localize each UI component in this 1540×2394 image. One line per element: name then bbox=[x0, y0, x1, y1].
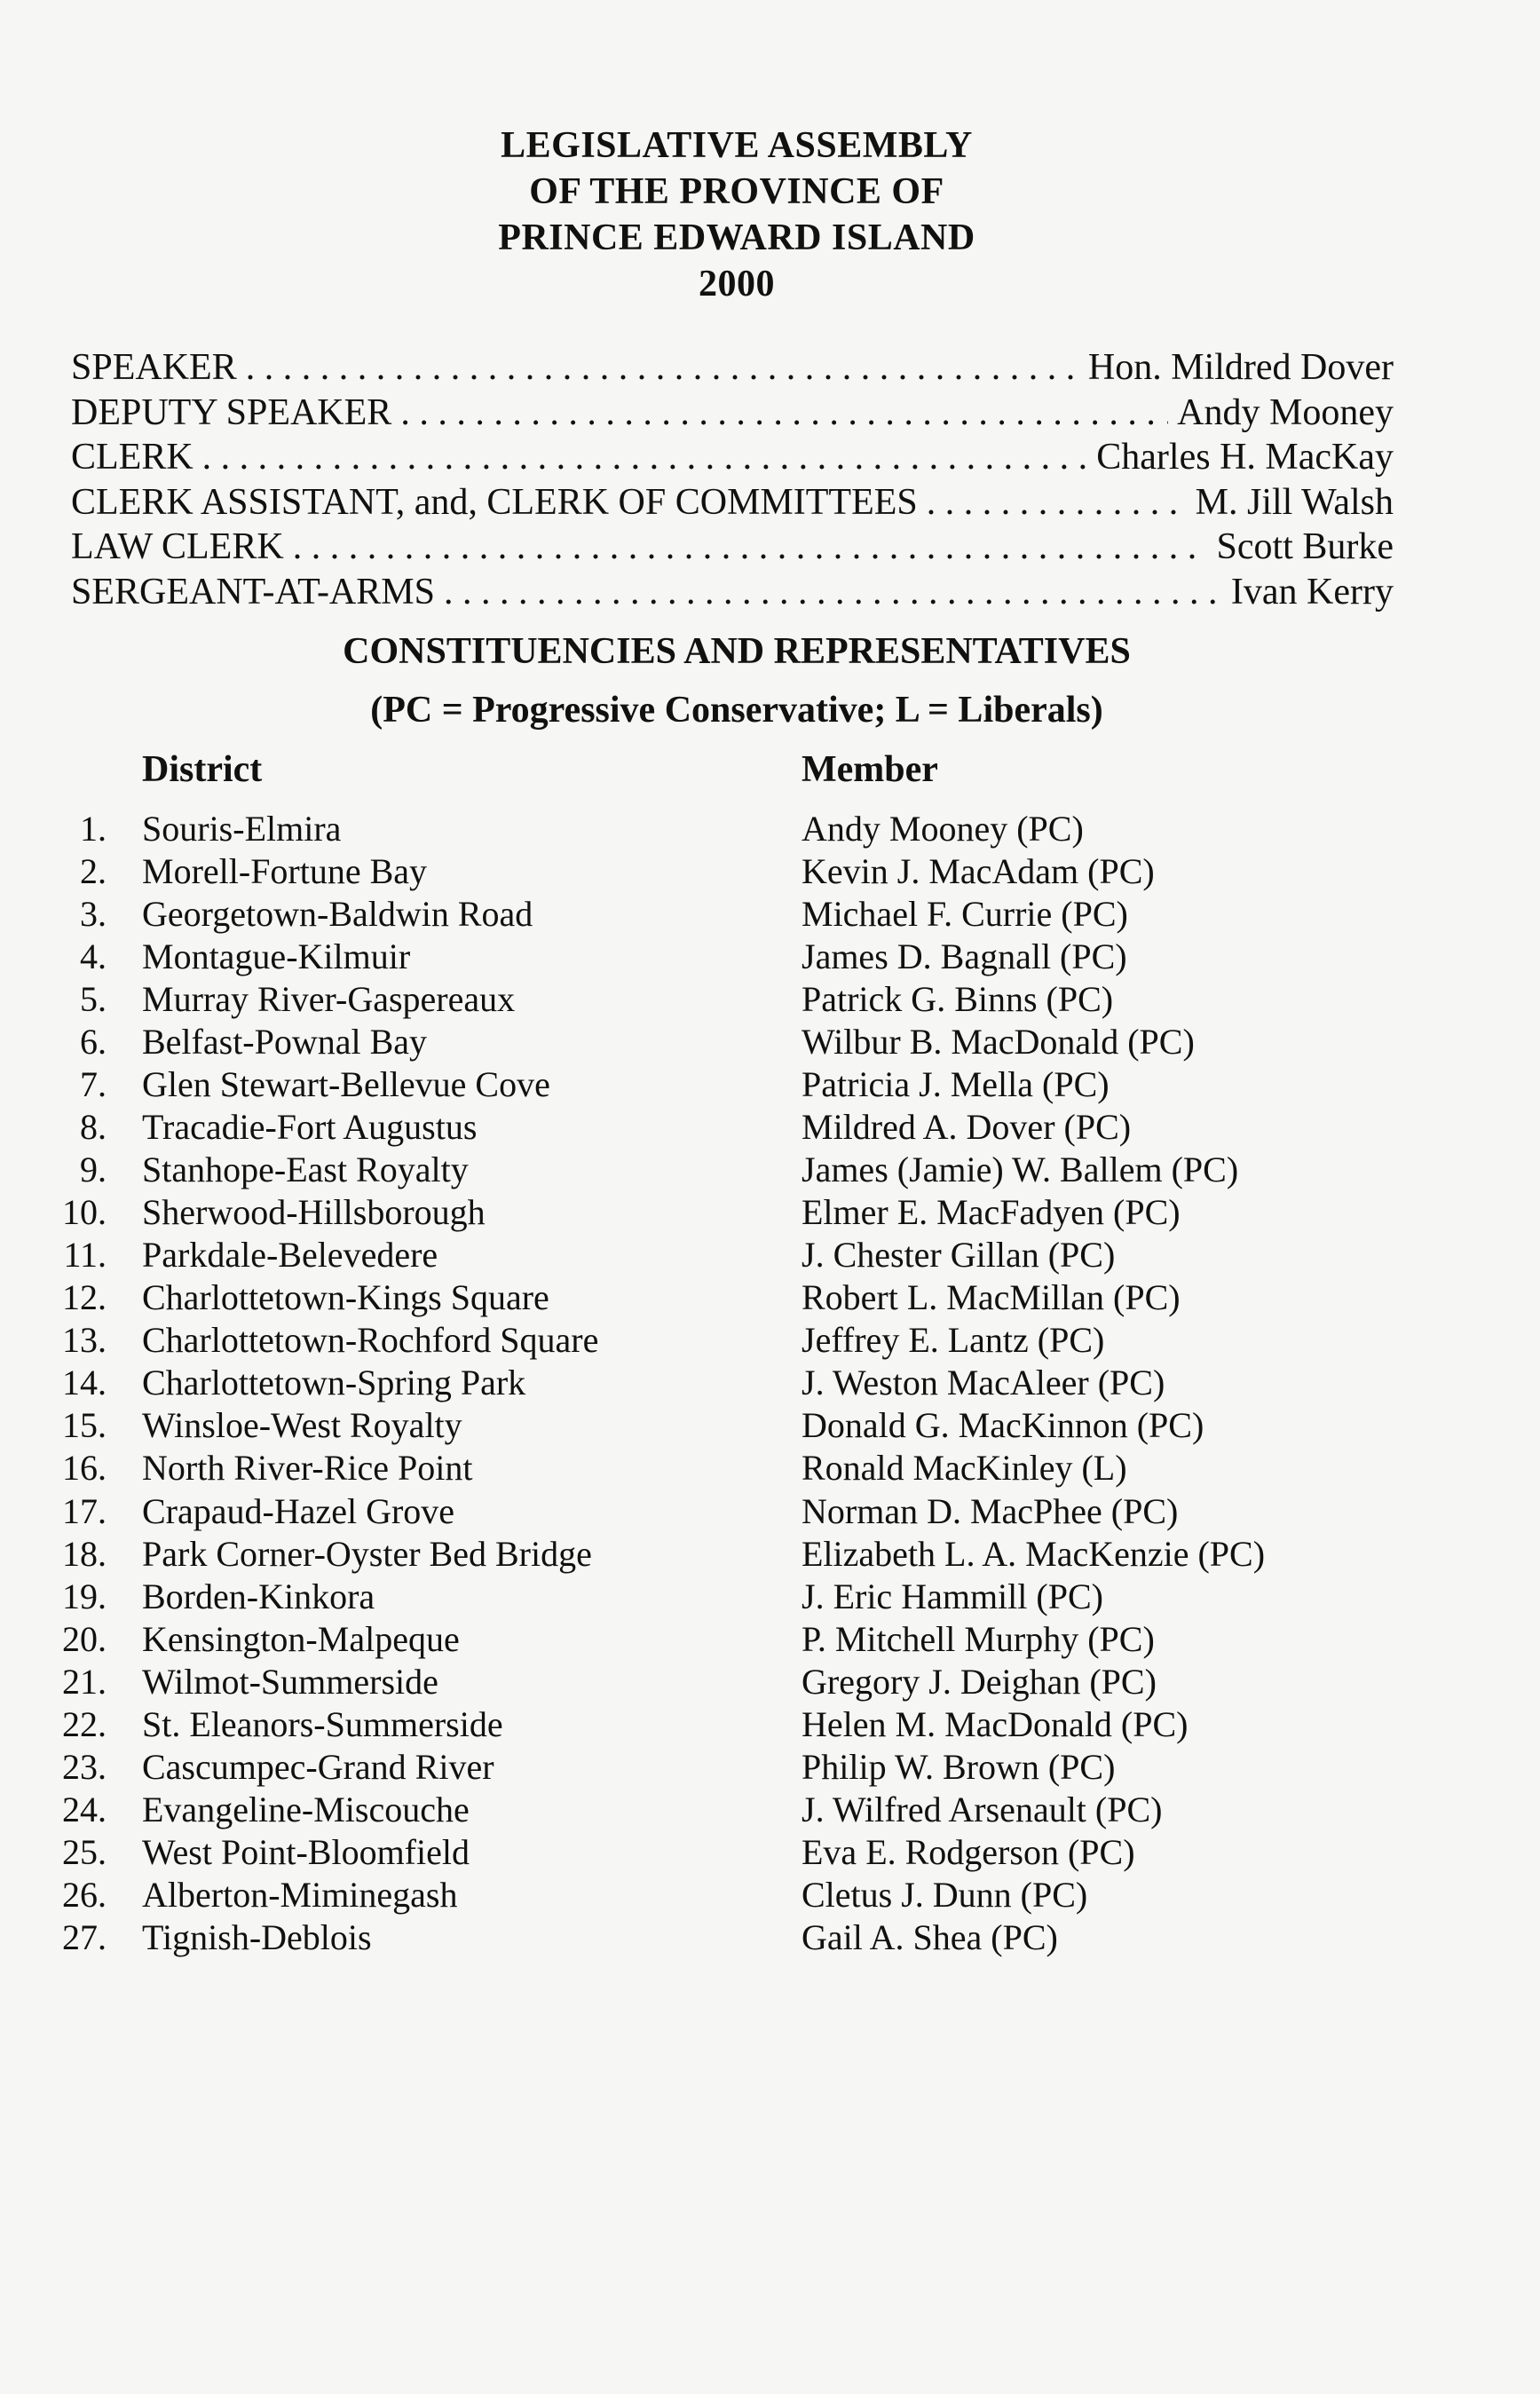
constituency-number: 5. bbox=[80, 979, 107, 1020]
constituency-number: 19. bbox=[62, 1576, 107, 1616]
list-item bbox=[0, 1191, 1540, 1234]
dot-leader bbox=[202, 435, 1088, 480]
constituency-number: 10. bbox=[62, 1192, 107, 1233]
party-legend: (PC = Progressive Conservative; L = Liberals) bbox=[370, 690, 1103, 731]
officer-name: M. Jill Walsh bbox=[1195, 481, 1394, 523]
district-name: Morell-Fortune Bay bbox=[142, 851, 428, 892]
district-name: Murray River-Gaspereaux bbox=[142, 979, 516, 1020]
list-item bbox=[0, 1404, 1540, 1447]
district-name: Charlottetown-Spring Park bbox=[142, 1363, 526, 1403]
list-item bbox=[0, 936, 1540, 978]
member-name: Gail A. Shea (PC) bbox=[802, 1916, 1058, 1957]
member-name: Elizabeth L. A. MacKenzie (PC) bbox=[802, 1533, 1266, 1574]
district-name: Belfast-Pownal Bay bbox=[142, 1022, 428, 1063]
district-name: Georgetown-Baldwin Road bbox=[142, 894, 533, 935]
dot-leader bbox=[400, 391, 1168, 436]
constituency-number: 22. bbox=[62, 1703, 107, 1744]
constituency-number: 9. bbox=[80, 1150, 107, 1190]
officer-role: LAW CLERK bbox=[71, 526, 284, 567]
district-name: Tignish-Deblois bbox=[142, 1916, 372, 1957]
member-name: James (Jamie) W. Ballem (PC) bbox=[802, 1150, 1239, 1190]
member-name: Robert L. MacMillan (PC) bbox=[802, 1277, 1181, 1318]
member-name: Norman D. MacPhee (PC) bbox=[802, 1490, 1179, 1531]
constituency-list bbox=[0, 808, 1540, 1959]
district-name: Souris-Elmira bbox=[142, 809, 342, 849]
district-name: West Point-Bloomfield bbox=[142, 1831, 470, 1872]
constituency-number: 6. bbox=[80, 1022, 107, 1063]
officers-list bbox=[71, 345, 1394, 614]
member-name: Ronald MacKinley (L) bbox=[802, 1448, 1127, 1489]
title-year: 2000 bbox=[699, 264, 775, 304]
officer-row bbox=[71, 435, 1394, 480]
member-name: Patricia J. Mella (PC) bbox=[802, 1064, 1110, 1105]
district-name: Sherwood-Hillsborough bbox=[142, 1192, 486, 1233]
list-item bbox=[0, 893, 1540, 936]
district-name: Wilmot-Summerside bbox=[142, 1661, 438, 1702]
list-item bbox=[0, 1234, 1540, 1276]
constituency-number: 26. bbox=[62, 1874, 107, 1915]
member-name: Helen M. MacDonald (PC) bbox=[802, 1703, 1189, 1744]
officer-name: Andy Mooney bbox=[1177, 391, 1394, 433]
member-name: Eva E. Rodgerson (PC) bbox=[802, 1831, 1135, 1872]
constituency-number: 21. bbox=[62, 1661, 107, 1702]
district-name: Park Corner-Oyster Bed Bridge bbox=[142, 1533, 592, 1574]
member-name: Donald G. MacKinnon (PC) bbox=[802, 1405, 1204, 1446]
officer-row bbox=[71, 525, 1394, 570]
constituency-number: 27. bbox=[62, 1916, 107, 1957]
district-name: Cascumpec-Grand River bbox=[142, 1746, 494, 1787]
constituency-number: 20. bbox=[62, 1618, 107, 1659]
member-name: J. Weston MacAleer (PC) bbox=[802, 1363, 1165, 1403]
member-name: Andy Mooney (PC) bbox=[802, 809, 1084, 849]
officer-row bbox=[71, 391, 1394, 436]
dot-leader bbox=[444, 570, 1222, 615]
list-item bbox=[0, 1276, 1540, 1319]
officer-role: SERGEANT-AT-ARMS bbox=[71, 571, 435, 612]
district-name: Parkdale-Belevedere bbox=[142, 1235, 438, 1276]
district-name: Evangeline-Miscouche bbox=[142, 1789, 470, 1829]
officer-name: Hon. Mildred Dover bbox=[1087, 347, 1394, 388]
list-item bbox=[0, 850, 1540, 893]
member-name: Elmer E. MacFadyen (PC) bbox=[802, 1192, 1181, 1233]
member-name: P. Mitchell Murphy (PC) bbox=[802, 1618, 1155, 1659]
dot-leader bbox=[246, 345, 1079, 391]
constituency-number: 3. bbox=[80, 894, 107, 935]
district-name: Kensington-Malpeque bbox=[142, 1618, 460, 1659]
constituency-number: 16. bbox=[62, 1448, 107, 1489]
officer-role: SPEAKER bbox=[71, 347, 237, 388]
officer-row bbox=[71, 570, 1394, 615]
officer-row bbox=[71, 480, 1394, 525]
constituency-number: 23. bbox=[62, 1746, 107, 1787]
constituency-number: 25. bbox=[62, 1831, 107, 1872]
constituency-number: 11. bbox=[63, 1235, 107, 1276]
list-item bbox=[0, 978, 1540, 1021]
list-item bbox=[0, 1831, 1540, 1874]
member-name: Michael F. Currie (PC) bbox=[802, 894, 1128, 935]
list-item bbox=[0, 1703, 1540, 1746]
district-name: St. Eleanors-Summerside bbox=[142, 1703, 503, 1744]
list-item bbox=[0, 1362, 1540, 1404]
district-name: Charlottetown-Rochford Square bbox=[142, 1320, 599, 1361]
member-name: Philip W. Brown (PC) bbox=[802, 1746, 1116, 1787]
list-item bbox=[0, 1149, 1540, 1191]
list-item bbox=[0, 1021, 1540, 1063]
list-item bbox=[0, 1789, 1540, 1831]
constituency-number: 4. bbox=[80, 936, 107, 977]
list-item bbox=[0, 1063, 1540, 1106]
constituency-number: 17. bbox=[62, 1490, 107, 1531]
constituency-number: 24. bbox=[62, 1789, 107, 1829]
constituency-number: 2. bbox=[80, 851, 107, 892]
member-name: Cletus J. Dunn (PC) bbox=[802, 1874, 1088, 1915]
list-item bbox=[0, 1533, 1540, 1576]
district-name: North River-Rice Point bbox=[142, 1448, 473, 1489]
list-item bbox=[0, 808, 1540, 850]
title-line: LEGISLATIVE ASSEMBLY bbox=[501, 125, 973, 166]
list-item bbox=[0, 1576, 1540, 1618]
district-name: Alberton-Miminegash bbox=[142, 1874, 458, 1915]
title-line: PRINCE EDWARD ISLAND bbox=[498, 217, 975, 258]
document-title bbox=[0, 122, 1473, 307]
member-name: Jeffrey E. Lantz (PC) bbox=[802, 1320, 1105, 1361]
column-header-district: District bbox=[142, 749, 263, 790]
officer-role: DEPUTY SPEAKER bbox=[71, 391, 392, 433]
district-name: Stanhope-East Royalty bbox=[142, 1150, 469, 1190]
constituency-number: 15. bbox=[62, 1405, 107, 1446]
officer-role: CLERK ASSISTANT, and, CLERK OF COMMITTEES bbox=[71, 481, 918, 523]
officer-name: Charles H. MacKay bbox=[1096, 437, 1394, 478]
list-item bbox=[0, 1746, 1540, 1789]
constituency-number: 13. bbox=[62, 1320, 107, 1361]
constituency-number: 14. bbox=[62, 1363, 107, 1403]
constituency-number: 1. bbox=[80, 809, 107, 849]
officer-row bbox=[71, 345, 1394, 391]
officer-name: Scott Burke bbox=[1216, 526, 1394, 567]
district-name: Tracadie-Fort Augustus bbox=[142, 1107, 478, 1148]
list-item bbox=[0, 1618, 1540, 1661]
list-item bbox=[0, 1490, 1540, 1533]
district-name: Montague-Kilmuir bbox=[142, 936, 411, 977]
member-name: J. Eric Hammill (PC) bbox=[802, 1576, 1103, 1616]
list-item bbox=[0, 1916, 1540, 1959]
list-item bbox=[0, 1661, 1540, 1703]
district-name: Crapaud-Hazel Grove bbox=[142, 1490, 455, 1531]
column-header-member: Member bbox=[802, 749, 938, 790]
member-name: James D. Bagnall (PC) bbox=[802, 936, 1127, 977]
list-item bbox=[0, 1447, 1540, 1489]
member-name: J. Chester Gillan (PC) bbox=[802, 1235, 1116, 1276]
district-name: Borden-Kinkora bbox=[142, 1576, 375, 1616]
constituency-number: 8. bbox=[80, 1107, 107, 1148]
district-name: Winsloe-West Royalty bbox=[142, 1405, 462, 1446]
constituency-number: 18. bbox=[62, 1533, 107, 1574]
district-name: Glen Stewart-Bellevue Cove bbox=[142, 1064, 550, 1105]
officer-name: Ivan Kerry bbox=[1230, 571, 1394, 612]
list-item bbox=[0, 1319, 1540, 1362]
list-item bbox=[0, 1106, 1540, 1149]
list-item bbox=[0, 1874, 1540, 1916]
title-line: OF THE PROVINCE OF bbox=[529, 171, 944, 212]
officer-role: CLERK bbox=[71, 437, 193, 478]
dot-leader bbox=[927, 480, 1187, 525]
member-name: Wilbur B. MacDonald (PC) bbox=[802, 1022, 1195, 1063]
constituency-number: 12. bbox=[62, 1277, 107, 1318]
dot-leader bbox=[293, 525, 1208, 570]
member-name: Patrick G. Binns (PC) bbox=[802, 979, 1114, 1020]
section-heading: CONSTITUENCIES AND REPRESENTATIVES bbox=[343, 631, 1131, 672]
constituency-number: 7. bbox=[80, 1064, 107, 1105]
member-name: Mildred A. Dover (PC) bbox=[802, 1107, 1132, 1148]
member-name: Kevin J. MacAdam (PC) bbox=[802, 851, 1155, 892]
district-name: Charlottetown-Kings Square bbox=[142, 1277, 549, 1318]
member-name: Gregory J. Deighan (PC) bbox=[802, 1661, 1157, 1702]
member-name: J. Wilfred Arsenault (PC) bbox=[802, 1789, 1163, 1829]
